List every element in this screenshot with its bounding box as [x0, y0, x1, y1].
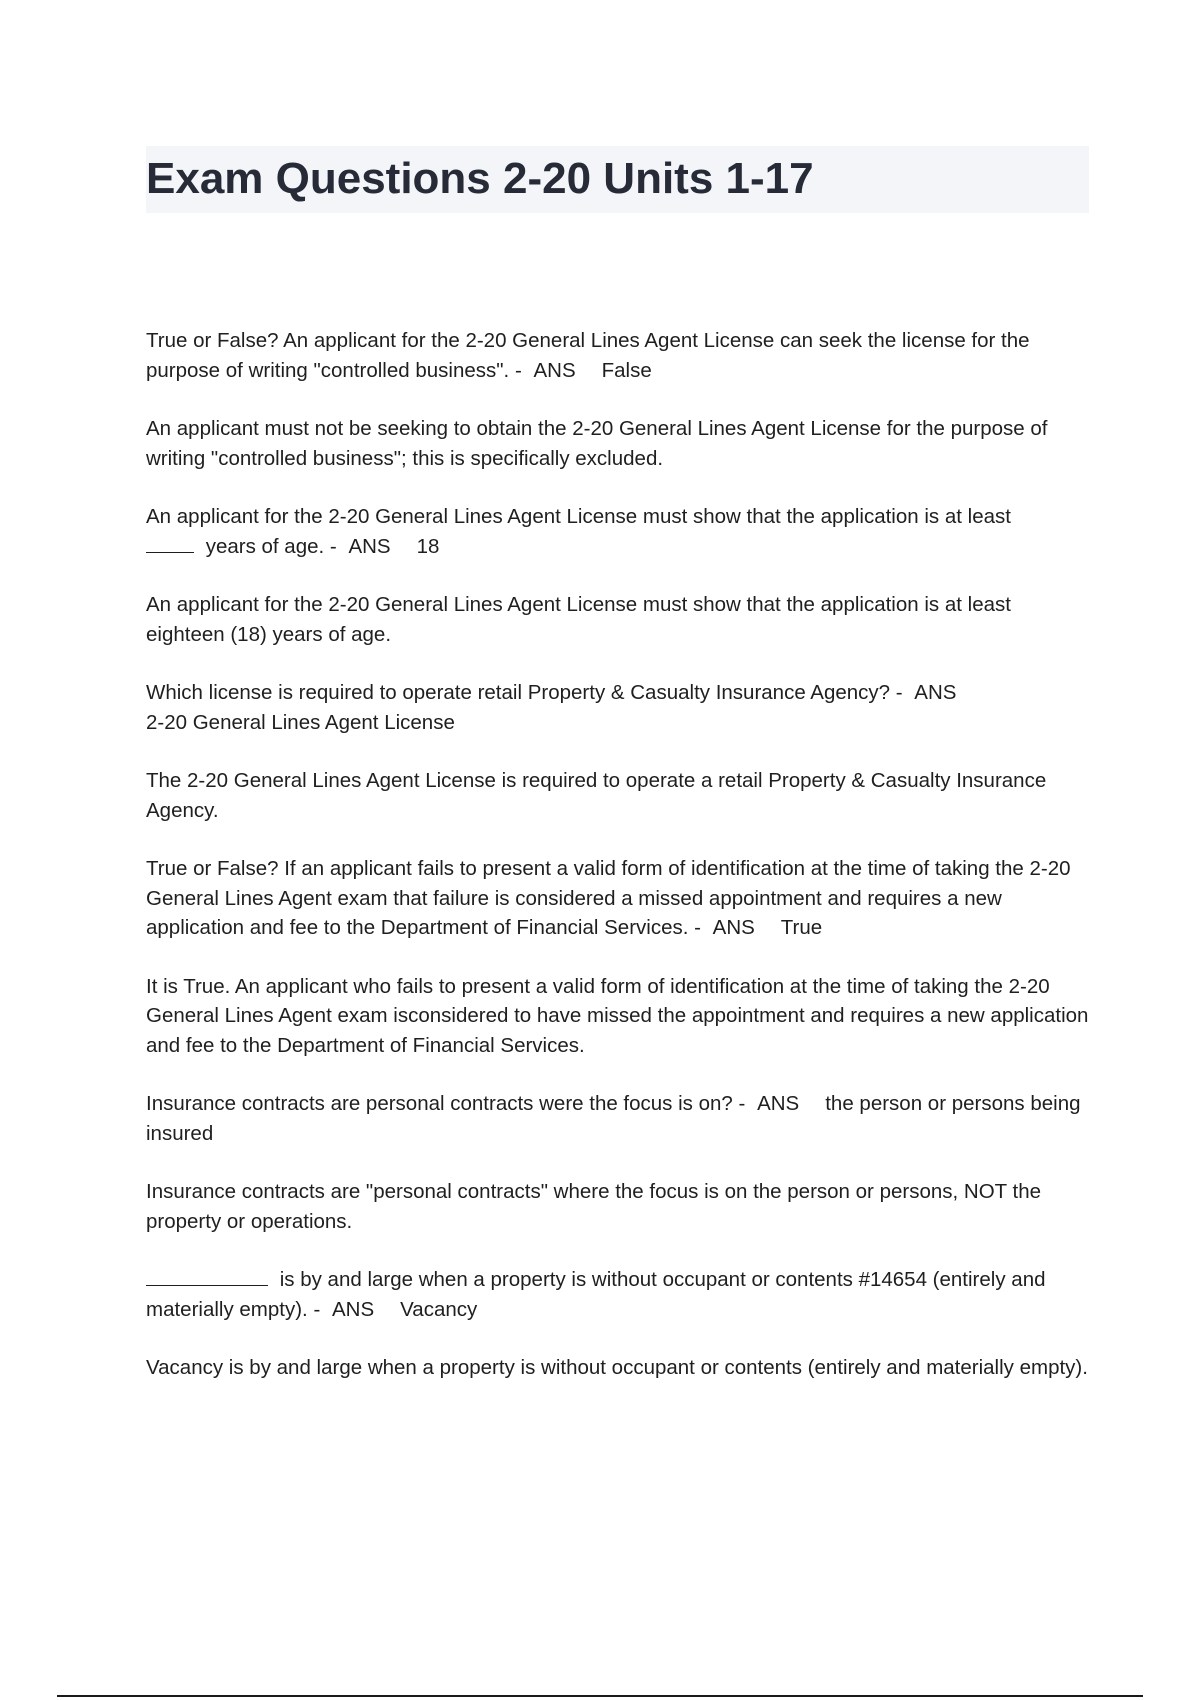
question-2: [146, 502, 1091, 561]
explanation-1: An applicant must not be seeking to obtain the 2-20 General Lines Agent License for the purpose of writing "controlled business"; this is specifically excluded.: [146, 417, 1048, 470]
ans-label: ANS: [533, 358, 576, 382]
answer-text: True: [780, 916, 823, 939]
explanation-6: Vacancy is by and large when a property is without occupant or contents (entirely and materially empty).: [146, 1356, 1088, 1379]
question-text: True or False? An applicant for the 2-20 General Lines Agent License can seek the license for the purpose of writing "controlled business". -: [146, 329, 1030, 382]
answer-text: the person or persons being insured: [146, 1092, 1081, 1145]
explanation-5: Insurance contracts are "personal contracts" where the focus is on the person or persons, NOT the property or operations.: [146, 1180, 1041, 1233]
question-text: An applicant for the 2-20 General Lines Agent License must show that the application is at least: [146, 505, 1011, 528]
explanation-4: It is True. An applicant who fails to present a valid form of identification at the time of taking the 2-20 General Lines Agent exam isconsidered to have missed the appointment and requires a new application and fee to the Department of Financial Services.: [146, 974, 1089, 1057]
answer-text: False: [601, 358, 652, 382]
document-title: Exam Questions 2-20 Units 1-17: [146, 154, 814, 203]
question-text: Which license is required to operate retail Property & Casualty Insurance Agency? -: [146, 681, 909, 704]
question-4: [146, 854, 1091, 943]
fill-in-blank: [146, 534, 194, 553]
ans-label: ANS: [348, 534, 391, 558]
explanation-3: The 2-20 General Lines Agent License is required to operate a retail Property & Casualty Insurance Agency.: [146, 769, 1047, 822]
question-text: Insurance contracts are personal contracts were the focus is on? -: [146, 1092, 752, 1115]
question-text: True or False? If an applicant fails to present a valid form of identification at the time of taking the 2-20 General Lines Agent exam that failure is considered a missed appointment and requires a new application and fee to the Department of Financial Services. -: [146, 857, 1071, 939]
answer-text: Vacancy: [400, 1297, 478, 1321]
footer-divider: [57, 1695, 1143, 1697]
ans-label: ANS: [712, 916, 755, 939]
question-5: [146, 1089, 1091, 1148]
ans-label: ANS: [914, 681, 957, 704]
qa-content: [146, 326, 1091, 1412]
question-text: is by and large when a property is without occupant or contents #14654 (entirely and materially empty). -: [146, 1268, 1046, 1321]
fill-in-blank: [146, 1267, 268, 1286]
ans-label: ANS: [757, 1092, 800, 1115]
question-text-continued: years of age. -: [200, 534, 343, 558]
question-1: [146, 326, 1091, 385]
answer-text: 2-20 General Lines Agent License: [146, 710, 455, 734]
answer-text: 18: [416, 534, 440, 558]
title-banner: [146, 146, 1089, 213]
explanation-2: An applicant for the 2-20 General Lines Agent License must show that the application is at least eighteen (18) years of age.: [146, 593, 1011, 646]
question-6: [146, 1265, 1091, 1324]
ans-label: ANS: [331, 1297, 375, 1321]
question-3: [146, 678, 1091, 737]
